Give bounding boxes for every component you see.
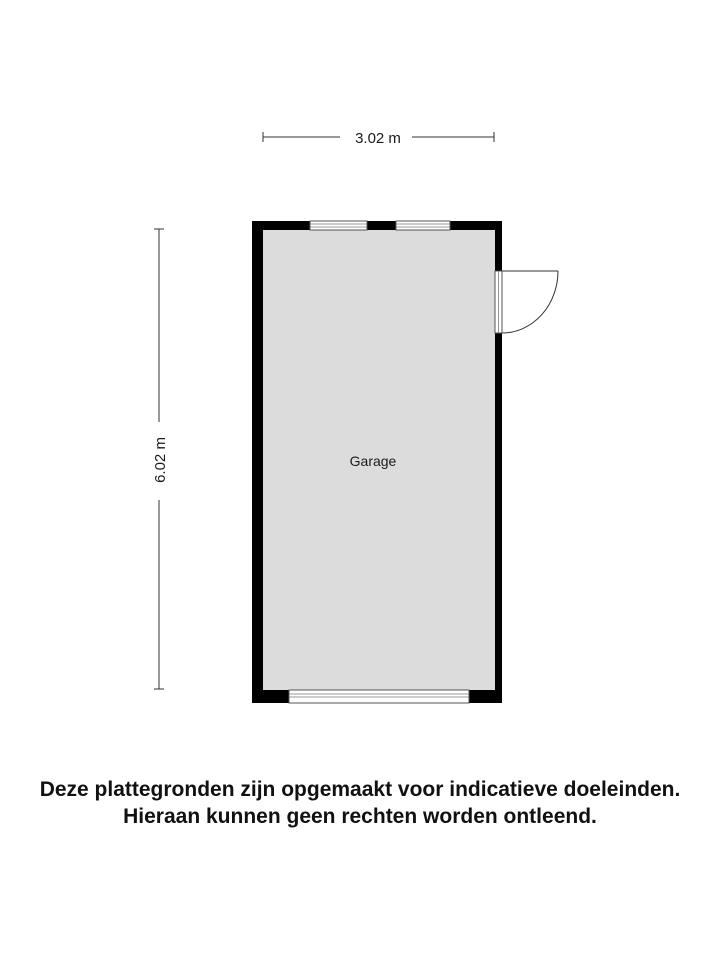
- top-window-right: [396, 221, 450, 230]
- top-window-left: [310, 221, 367, 230]
- room-label-garage: Garage: [349, 453, 397, 469]
- width-dimension: [263, 130, 494, 147]
- height-dimension-label: 6.02 m: [152, 437, 169, 483]
- width-dimension-label: 3.02 m: [355, 130, 401, 147]
- height-dimension: [152, 229, 169, 689]
- garage-door: [289, 690, 469, 703]
- side-door: [495, 271, 558, 333]
- disclaimer: [0, 776, 720, 830]
- disclaimer-line-1: Deze plattegronden zijn opgemaakt voor indicatieve doeleinden.: [39, 778, 681, 801]
- disclaimer-line-2: Hieraan kunnen geen rechten worden ontleend.: [123, 805, 597, 828]
